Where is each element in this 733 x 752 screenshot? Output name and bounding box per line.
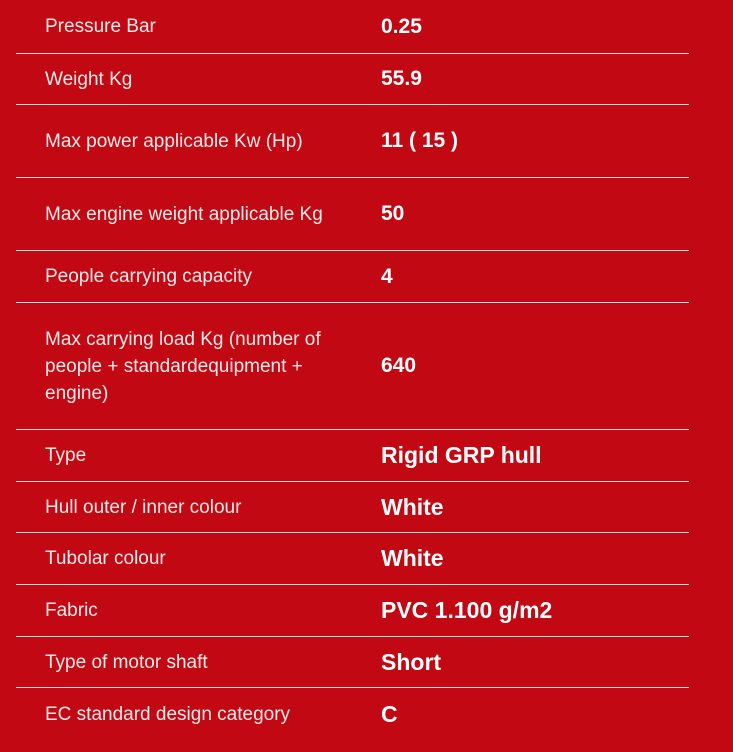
spec-row-fabric (16, 585, 689, 637)
spec-row-max-engine-weight (16, 178, 689, 251)
spec-label: Type of motor shaft (45, 651, 208, 673)
spec-row-people-capacity (16, 251, 689, 303)
spec-value: 0.25 (381, 14, 422, 38)
spec-value: Short (381, 648, 442, 675)
spec-label: Max power applicable Kw (Hp) (45, 130, 303, 152)
spec-row-ec-category (16, 688, 689, 740)
spec-label: Fabric (45, 600, 98, 621)
spec-row-max-load (16, 303, 689, 430)
spec-row-tubolar-colour (16, 533, 689, 585)
spec-row-hull-colour (16, 482, 689, 533)
spec-label: Weight Kg (45, 68, 133, 90)
spec-row-weight (16, 54, 689, 105)
spec-value: 55.9 (381, 67, 422, 90)
spec-label: Max engine weight applicable Kg (45, 203, 323, 225)
spec-row-motor-shaft (16, 637, 689, 688)
spec-label: Max carrying load Kg (number of people + standardequipment + engine) (45, 328, 321, 404)
spec-value: C (381, 700, 398, 727)
spec-label: Tubolar colour (45, 548, 166, 569)
spec-row-pressure (16, 0, 689, 54)
spec-label: Pressure Bar (45, 16, 156, 37)
spec-value: 11 ( 15 ) (381, 129, 459, 152)
spec-label: Hull outer / inner colour (45, 496, 242, 518)
spec-value: White (381, 545, 444, 571)
spec-value: White (381, 493, 444, 520)
spec-label: EC standard design category (45, 703, 291, 725)
spec-table (16, 0, 689, 740)
spec-value: Rigid GRP hull (381, 442, 542, 468)
spec-value: 640 (381, 354, 417, 377)
spec-label: Type (45, 445, 87, 466)
spec-value: 4 (381, 264, 393, 288)
spec-value: PVC 1.100 g/m2 (381, 597, 553, 623)
spec-value: 50 (381, 202, 405, 225)
spec-label: People carrying capacity (45, 266, 252, 287)
spec-row-type (16, 430, 689, 482)
spec-row-max-power (16, 105, 689, 178)
